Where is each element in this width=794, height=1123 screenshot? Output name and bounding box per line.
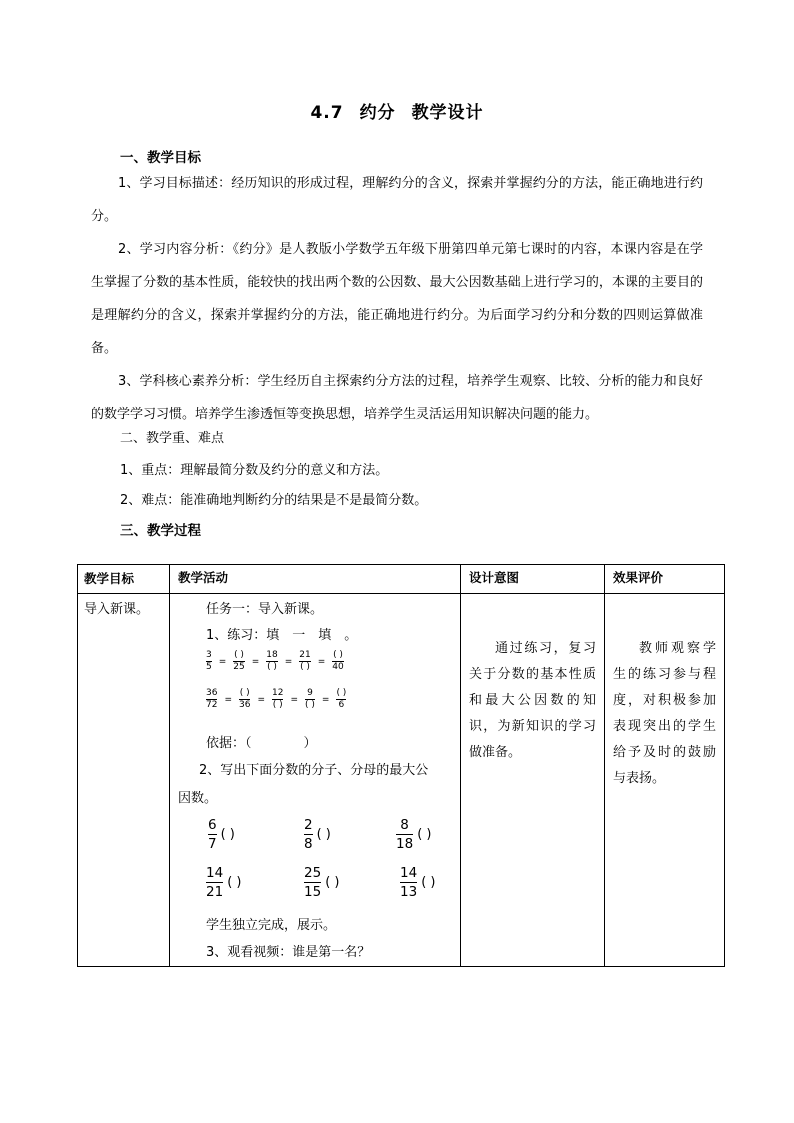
gcd-fraction-row-2b bbox=[304, 864, 339, 901]
cell-activity bbox=[170, 594, 461, 967]
equals-sign: = bbox=[251, 656, 260, 667]
equals-sign: = bbox=[284, 656, 293, 667]
title-topic: 约分 bbox=[359, 103, 396, 123]
header-intent: 设计意图 bbox=[461, 565, 605, 594]
header-goal: 教学目标 bbox=[78, 565, 170, 594]
title-suffix: 教学设计 bbox=[411, 103, 484, 123]
gcd-fraction-row-1b bbox=[304, 816, 331, 853]
task-one: 任务一：导入新课。 bbox=[206, 602, 324, 617]
goal-paragraph-2: 2、学习内容分析：《约分》是人教版小学数学五年级下册第四单元第七课时的内容，本课内容是在学生掌握了分数的基本性质，能较快的找出两个数的公因数、最大公因数基础上进行学习的，本课的主要目的是理解约分的含义，探索并掌握约分的方法，能正确地进行约分。为后面学习约分和分数的四则运算做准备。 bbox=[91, 242, 703, 356]
exercise-2: 2、写出下面分数的分子、分母的最大公因数。 bbox=[178, 763, 429, 806]
fraction: $\frac{8}{18}$ bbox=[396, 817, 414, 852]
section-heading-process: 三、教学过程 bbox=[120, 523, 201, 539]
basis-line: 依据：（ ） bbox=[206, 736, 317, 751]
title-number: 4.7 bbox=[310, 103, 344, 123]
table-row bbox=[78, 594, 725, 967]
fraction: $\frac{6}{7}$ bbox=[208, 817, 217, 852]
fraction: $\frac{( )}{6}$ bbox=[336, 688, 347, 710]
equals-sign: = bbox=[321, 694, 330, 705]
fraction: $\frac{14}{13}$ bbox=[400, 865, 418, 900]
fraction: $\frac{18}{( )}$ bbox=[266, 650, 278, 672]
header-activity: 教学活动 bbox=[170, 565, 461, 594]
cell-intent bbox=[461, 594, 605, 967]
exercise-1: 1、练习：填 一 填 。 bbox=[206, 628, 358, 643]
intent-text: 通过练习，复习关于分数的基本性质和最大公因数的知识，为新知识的学习做准备。 bbox=[469, 641, 596, 760]
page-title bbox=[0, 98, 794, 123]
fraction: $\frac{14}{21}$ bbox=[206, 865, 224, 900]
section-heading-keypoints: 二、教学重、难点 bbox=[120, 431, 225, 446]
gcd-fraction-row-2c bbox=[400, 864, 435, 901]
equals-sign: = bbox=[317, 656, 326, 667]
fraction-row-2 bbox=[206, 688, 346, 711]
fraction: $\frac{3}{5}$ bbox=[206, 650, 212, 672]
fraction: $\frac{( )}{36}$ bbox=[239, 688, 251, 710]
answer-blank: ( ) bbox=[421, 875, 436, 890]
fraction: $\frac{36}{72}$ bbox=[206, 688, 218, 710]
fraction-row-1 bbox=[206, 650, 344, 673]
answer-blank: ( ) bbox=[325, 875, 340, 890]
fraction: $\frac{2}{8}$ bbox=[304, 817, 313, 852]
header-evaluation: 效果评价 bbox=[605, 565, 725, 594]
section-heading-goals: 一、教学目标 bbox=[120, 150, 201, 166]
goals-paragraphs bbox=[91, 167, 703, 431]
goal-paragraph-1: 1、学习目标描述：经历知识的形成过程，理解约分的含义，探索并掌握约分的方法，能正确地进行约分。 bbox=[91, 176, 703, 224]
gcd-fraction-row-2 bbox=[206, 864, 241, 901]
difficult-point: 2、难点：能准确地判断约分的结果是不是最简分数。 bbox=[120, 493, 428, 508]
fraction: $\frac{21}{( )}$ bbox=[299, 650, 311, 672]
exercise-3: 3、观看视频：谁是第一名？ bbox=[206, 945, 371, 960]
fraction: $\frac{25}{15}$ bbox=[304, 865, 322, 900]
cell-goal: 导入新课。 bbox=[78, 594, 170, 967]
process-table bbox=[77, 564, 725, 967]
evaluation-text: 教师观察学生的练习参与程度，对积极参加表现突出的学生给予及时的鼓励与表扬。 bbox=[613, 641, 716, 786]
student-work: 学生独立完成，展示。 bbox=[206, 918, 337, 933]
answer-blank: ( ) bbox=[227, 875, 242, 890]
goal-paragraph-3: 3、学科核心素养分析：学生经历自主探索约分方法的过程，培养学生观察、比较、分析的能力和良好的数学学习习惯。培养学生渗透恒等变换思想，培养学生灵活运用知识解决问题的能力。 bbox=[91, 374, 703, 422]
equals-sign: = bbox=[290, 694, 298, 705]
fraction: $\frac{( )}{25}$ bbox=[233, 650, 245, 672]
equals-sign: = bbox=[257, 694, 265, 705]
fraction: $\frac{( )}{40}$ bbox=[332, 650, 344, 672]
answer-blank: ( ) bbox=[316, 827, 331, 842]
answer-blank: ( ) bbox=[417, 827, 432, 842]
gcd-fraction-row-1c bbox=[396, 816, 431, 853]
answer-blank: ( ) bbox=[220, 827, 235, 842]
equals-sign: = bbox=[224, 694, 232, 705]
table-header-row bbox=[78, 565, 725, 594]
cell-evaluation bbox=[605, 594, 725, 967]
equals-sign: = bbox=[218, 656, 227, 667]
fraction: $\frac{12}{( )}$ bbox=[272, 688, 284, 710]
gcd-fraction-row-1 bbox=[208, 816, 235, 853]
fraction: $\frac{9}{( )}$ bbox=[305, 688, 315, 710]
key-point: 1、重点：理解最简分数及约分的意义和方法。 bbox=[120, 463, 389, 478]
